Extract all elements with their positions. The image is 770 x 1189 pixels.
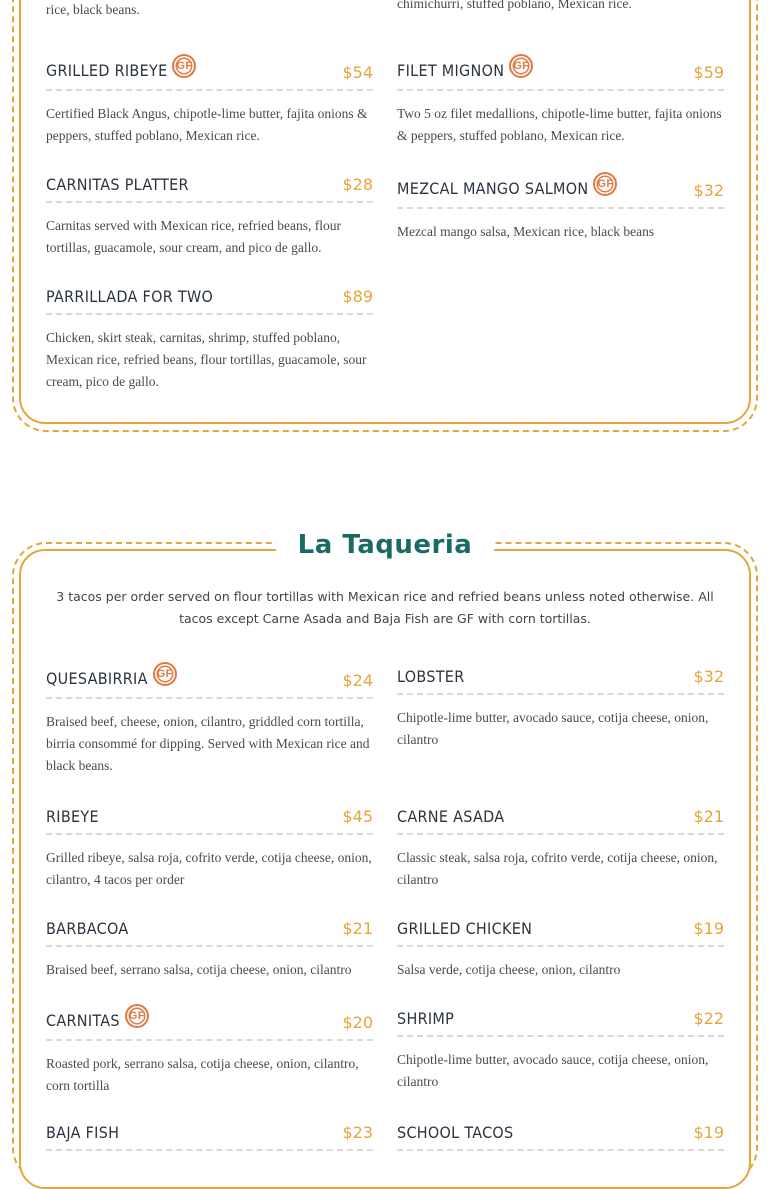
menu-item-price: $19 — [693, 1123, 724, 1142]
menu-item-description: Two 5 oz filet medallions, chipotle-lime butter, fajita onions & peppers, stuffed poblano, Mexican rice. — [397, 106, 722, 143]
menu-item-header — [46, 276, 373, 315]
menu-item-header — [397, 52, 724, 91]
menu-item-price: $19 — [693, 919, 724, 938]
menu-item-description: Grilled ribeye, salsa roja, cofrito verde, cotija cheese, onion, cilantro, 4 tacos per order — [46, 850, 372, 887]
menu-item-header — [46, 52, 373, 91]
gluten-free-badge-icon: GF — [125, 1004, 149, 1028]
menu-item-header — [397, 1112, 724, 1151]
menu-item — [397, 998, 724, 1093]
menu-item-name: PARRILLADA FOR TWO — [46, 287, 214, 306]
menu-item-description: Certified Black Angus, chipotle-lime butter, fajita onions & peppers, stuffed poblano, Mexican rice. — [46, 106, 368, 143]
menu-item-name: RIBEYE — [46, 807, 99, 826]
menu-item — [46, 1002, 373, 1097]
menu-item-price: $21 — [342, 919, 373, 938]
menu-item-price: $22 — [693, 1009, 724, 1028]
menu-item-header — [397, 908, 724, 947]
menu-item-header — [397, 656, 724, 695]
menu-item-header — [46, 1112, 373, 1151]
right-description-fragment: chimichurri, stuffed poblano, Mexican rice. — [397, 0, 632, 11]
menu-item-name: CARNE ASADA — [397, 807, 505, 826]
menu-item-description: Carnitas served with Mexican rice, refried beans, flour tortillas, guacamole, sour cream, and pico de gallo. — [46, 218, 342, 255]
menu-item-price: $28 — [342, 175, 373, 194]
menu-item — [46, 796, 373, 891]
menu-item — [46, 52, 373, 147]
menu-item-description: Mezcal mango salsa, Mexican rice, black beans — [397, 224, 655, 239]
menu-item — [397, 170, 724, 243]
menu-item — [397, 656, 724, 751]
gluten-free-badge-icon: GF — [153, 662, 177, 686]
menu-item-name: BARBACOA — [46, 919, 129, 938]
menu-item-price: $45 — [342, 807, 373, 826]
gluten-free-badge-icon: GF — [172, 54, 196, 78]
menu-item-header — [397, 796, 724, 835]
menu-item — [46, 164, 373, 259]
menu-item-name: CARNITAS PLATTER — [46, 175, 189, 194]
menu-item-name: GRILLED RIBEYE — [46, 60, 168, 80]
menu-item-header — [46, 164, 373, 203]
menu-item-price: $89 — [342, 287, 373, 306]
menu-item-name: QUESABIRRIA — [46, 668, 148, 688]
section-title-text: La Taqueria — [276, 530, 495, 560]
menu-item — [397, 1112, 724, 1151]
menu-item-description: Braised beef, serrano salsa, cotija cheese, onion, cilantro — [46, 962, 352, 977]
menu-item-name: LOBSTER — [397, 667, 465, 686]
menu-item-description: Salsa verde, cotija cheese, onion, cilantro — [397, 962, 621, 977]
menu-item-description: Chipotle-lime butter, avocado sauce, cotija cheese, onion, cilantro — [397, 1052, 709, 1089]
menu-item — [397, 796, 724, 891]
menu-item-name: SHRIMP — [397, 1009, 455, 1028]
menu-item-header — [46, 796, 373, 835]
menu-item — [46, 660, 373, 777]
menu-item-name: CARNITAS — [46, 1010, 120, 1030]
menu-item — [46, 276, 373, 393]
menu-item-name: FILET MIGNON — [397, 60, 505, 80]
menu-item-price: $20 — [342, 1013, 373, 1032]
menu-item-name: MEZCAL MANGO SALMON — [397, 178, 589, 198]
gluten-free-badge-icon: GF — [593, 172, 617, 196]
menu-item — [397, 908, 724, 981]
section-title — [0, 530, 770, 560]
menu-item-description: Chicken, skirt steak, carnitas, shrimp, stuffed poblano, Mexican rice, refried beans, flour tortillas, guacamole, sour cream, pico de gallo. — [46, 330, 367, 389]
menu-item-header — [46, 1002, 373, 1041]
menu-item-price: $59 — [693, 63, 724, 82]
menu-item-price: $21 — [693, 807, 724, 826]
menu-item-price: $23 — [342, 1123, 373, 1142]
menu-item-header — [397, 170, 724, 209]
menu-item-price: $24 — [342, 671, 373, 690]
menu-item-description: Chipotle-lime butter, avocado sauce, cotija cheese, onion, cilantro — [397, 710, 709, 747]
menu-item-price: $32 — [693, 181, 724, 200]
gluten-free-badge-icon: GF — [509, 54, 533, 78]
menu-item-description: Classic steak, salsa roja, cofrito verde, cotija cheese, onion, cilantro — [397, 850, 718, 887]
menu-item-description: Roasted pork, serrano salsa, cotija cheese, onion, cilantro, corn tortilla — [46, 1056, 359, 1093]
menu-item-name: SCHOOL TACOS — [397, 1123, 514, 1142]
menu-item-name: BAJA FISH — [46, 1123, 120, 1142]
menu-item — [46, 1112, 373, 1151]
menu-item-price: $32 — [693, 667, 724, 686]
menu-item-header — [46, 908, 373, 947]
menu-item-header — [46, 660, 373, 699]
left-description-fragment: rice, black beans. — [46, 2, 140, 17]
section-note: 3 tacos per order served on flour tortillas with Mexican rice and refried beans unless noted otherwise. All tacos except Carne Asada and Baja Fish are GF with corn tortillas. — [56, 589, 714, 626]
menu-item-name: GRILLED CHICKEN — [397, 919, 533, 938]
menu-item — [46, 908, 373, 981]
menu-item-price: $54 — [342, 63, 373, 82]
menu-item-description: Braised beef, cheese, onion, cilantro, griddled corn tortilla, birria consommé for dipping. Served with Mexican rice and black beans. — [46, 714, 370, 773]
menu-item — [397, 52, 724, 147]
menu-item-header — [397, 998, 724, 1037]
